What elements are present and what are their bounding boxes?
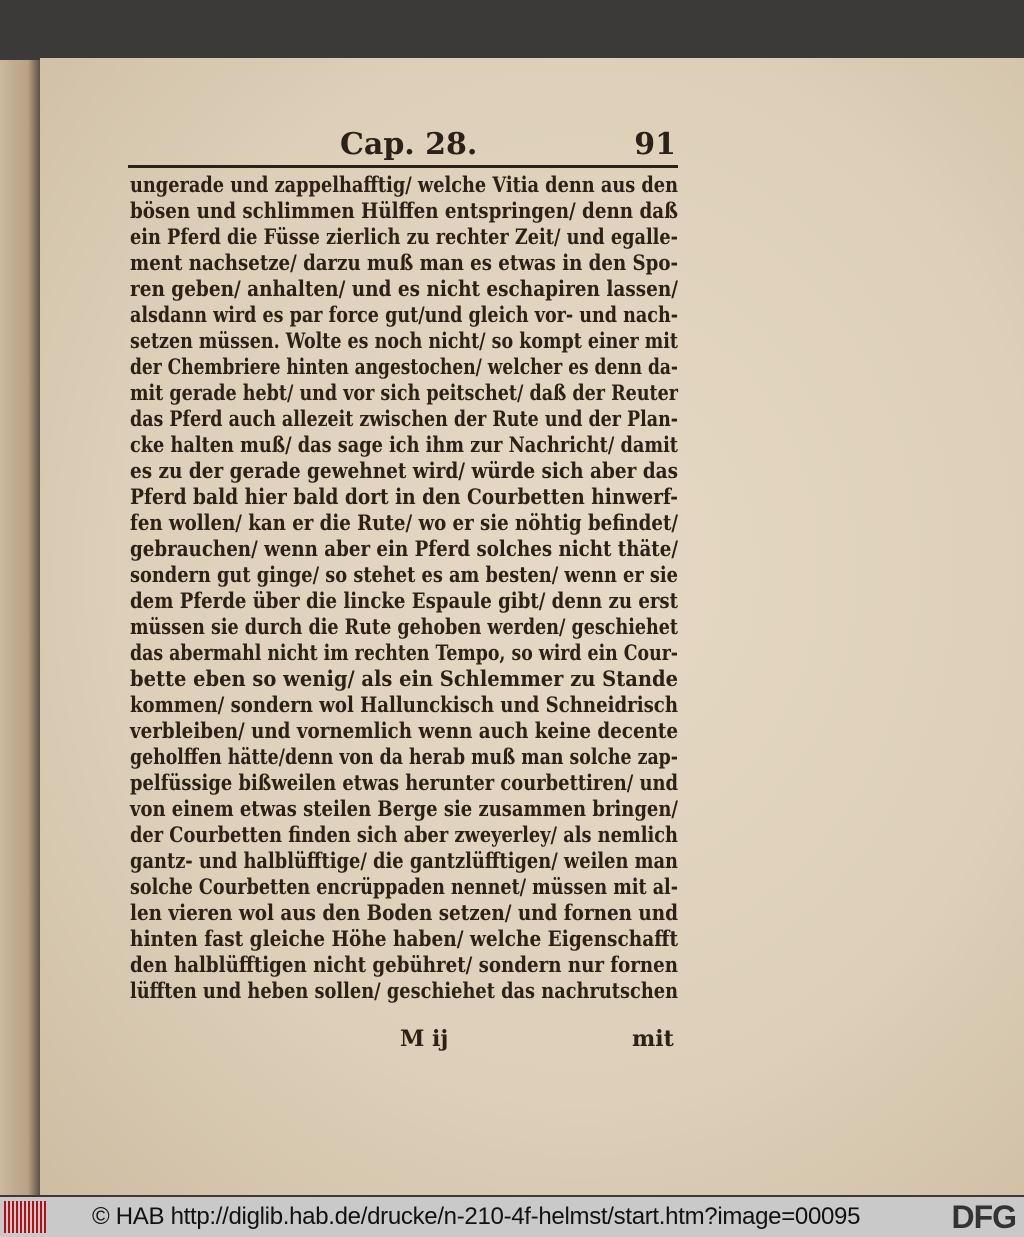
- text-line-row: [130, 458, 678, 484]
- text-line-row: [130, 354, 678, 380]
- text-line: lüfften und heben sollen/ geschiehet das nachrutschen: [130, 978, 678, 1003]
- text-line-row: [130, 406, 678, 432]
- body-text: [130, 172, 678, 1004]
- text-line: gantz- und halblüfftige/ die gantzlüfftigen/ weilen man: [130, 848, 678, 873]
- text-line: bette eben so wenig/ als ein Schlemmer zu Stande: [130, 666, 678, 691]
- text-line-row: [130, 172, 678, 198]
- text-line: bösen und schlimmen Hülffen entspringen/ denn daß: [130, 198, 678, 223]
- text-line: Pferd bald hier bald dort in den Courbetten hinwerf-: [130, 484, 678, 509]
- text-line: fen wollen/ kan er die Rute/ wo er sie nöhtig befindet/: [130, 510, 678, 535]
- text-line-row: [130, 588, 678, 614]
- hab-logo-icon: [4, 1201, 48, 1233]
- text-line-row: [130, 926, 678, 952]
- text-line: setzen müssen. Wolte es noch nicht/ so kompt einer mit: [130, 328, 678, 353]
- text-line: ungerade und zappelhafftig/ welche Vitia denn aus den: [130, 172, 678, 197]
- text-line-row: [130, 692, 678, 718]
- text-line: len vieren wol aus den Boden setzen/ und fornen und: [130, 900, 678, 925]
- text-line-row: [130, 640, 678, 666]
- text-line: verbleiben/ und vornemlich wenn auch keine decente: [130, 718, 678, 743]
- text-line: mit gerade hebt/ und vor sich peitschet/ daß der Reuter: [130, 380, 678, 405]
- text-line: sondern gut ginge/ so stehet es am besten/ wenn er sie: [130, 562, 678, 587]
- viewer-footer-bar: [0, 1197, 1024, 1237]
- text-line-row: [130, 614, 678, 640]
- text-line-row: [130, 718, 678, 744]
- text-line: den halblüfftigen nicht gebühret/ sondern nur fornen: [130, 952, 678, 977]
- text-line-row: [130, 744, 678, 770]
- text-line: hinten fast gleiche Höhe haben/ welche Eigenschafft: [130, 926, 678, 951]
- text-line: müssen sie durch die Rute gehoben werden/ geschiehet: [130, 614, 678, 639]
- text-line-row: [130, 250, 678, 276]
- text-line: dem Pferde über die lincke Espaule gibt/ denn zu erst: [130, 588, 678, 613]
- text-line: alsdann wird es par force gut/und gleich vor- und nach-: [130, 302, 678, 327]
- text-line-row: [130, 198, 678, 224]
- text-line-row: [130, 770, 678, 796]
- text-line-row: [130, 822, 678, 848]
- text-line-row: [130, 484, 678, 510]
- text-line: ment nachsetze/ darzu muß man es etwas in den Spo-: [130, 250, 678, 275]
- text-line: pelfüssige bißweilen etwas herunter courbettiren/ und: [130, 770, 678, 795]
- text-line: cke halten muß/ das sage ich ihm zur Nachricht/ damit: [130, 432, 678, 457]
- text-line-row: [130, 666, 678, 692]
- running-head: [128, 127, 678, 168]
- text-line-row: [130, 874, 678, 900]
- text-line-row: [130, 900, 678, 926]
- text-line: das abermahl nicht im rechten Tempo, so wird ein Cour-: [130, 640, 678, 665]
- text-line: es zu der gerade gewehnet wird/ würde sich aber das: [130, 458, 678, 483]
- text-line: das Pferd auch allezeit zwischen der Rute und der Plan-: [130, 406, 678, 431]
- text-line: gebrauchen/ wenn aber ein Pferd solches nicht thäte/: [130, 536, 678, 561]
- text-line: kommen/ sondern wol Hallunckisch und Schneidrisch: [130, 692, 678, 717]
- catchword: mit: [632, 1026, 674, 1052]
- text-line: ren geben/ anhalten/ und es nicht eschapiren lassen/: [130, 276, 678, 301]
- text-line-row: [130, 276, 678, 302]
- text-line-row: [130, 302, 678, 328]
- text-line: ein Pferd die Füsse zierlich zu rechter Zeit/ und egalle-: [130, 224, 678, 249]
- text-line-row: [130, 562, 678, 588]
- text-line-row: [130, 952, 678, 978]
- text-line: der Chembriere hinten angestochen/ welcher es denn da-: [130, 354, 678, 379]
- text-line-row: [130, 796, 678, 822]
- page-number: 91: [634, 127, 676, 162]
- text-line-row: [130, 224, 678, 250]
- signature-mark: M ij: [400, 1026, 449, 1052]
- text-line-row: [130, 328, 678, 354]
- text-line-row: [130, 536, 678, 562]
- text-line-row: [130, 848, 678, 874]
- text-line: geholffen hätte/denn von da herab muß man solche zap-: [130, 744, 678, 769]
- text-line-row: [130, 978, 678, 1004]
- adjacent-page-edge: [0, 60, 40, 1195]
- text-line: von einem etwas steilen Berge sie zusammen bringen/: [130, 796, 678, 821]
- text-line: solche Courbetten encrüppaden nennet/ müssen mit al-: [130, 874, 678, 899]
- text-line-row: [130, 380, 678, 406]
- text-line-row: [130, 432, 678, 458]
- dfg-logo: DFG: [951, 1199, 1016, 1235]
- text-line-row: [130, 510, 678, 536]
- copyright-url[interactable]: © HAB http://diglib.hab.de/drucke/n-210-4f-helmst/start.htm?image=00095: [92, 1203, 861, 1230]
- chapter-heading: Cap. 28.: [340, 127, 478, 162]
- text-line: der Courbetten finden sich aber zweyerley/ als nemlich: [130, 822, 678, 847]
